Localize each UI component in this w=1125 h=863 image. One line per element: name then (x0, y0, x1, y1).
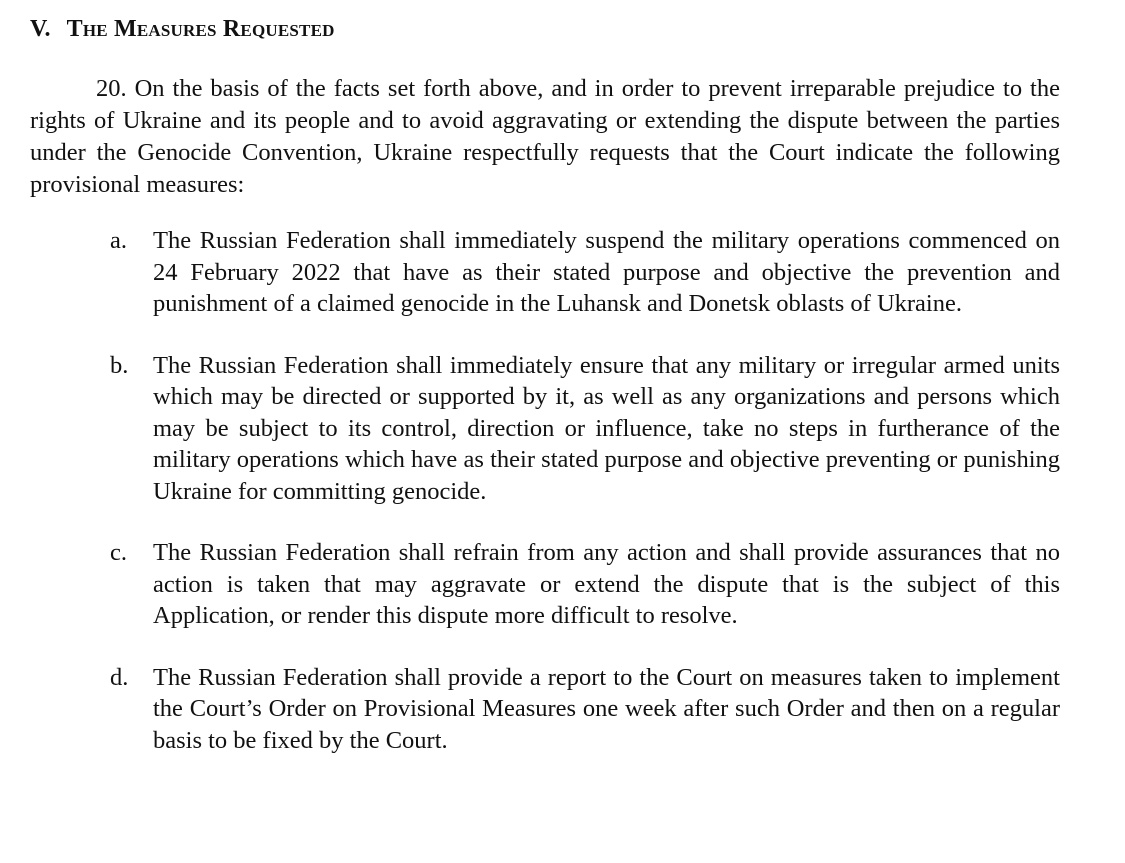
measure-letter: b. (110, 351, 129, 379)
measure-item-b (110, 350, 1060, 508)
measure-item-c (110, 537, 1060, 632)
section-number: V. (30, 16, 51, 42)
measure-letter: a. (110, 227, 127, 254)
measure-letter: d. (110, 663, 129, 691)
section-title: The Measures Requested (66, 16, 335, 42)
measure-text: The Russian Federation shall immediately suspend the military operations commenced on 24 February 2022 that have as their stated purpose and objective the prevention and punishment of a claimed genocide in the Luhansk and Donetsk oblasts of Ukraine. (153, 227, 1060, 317)
measure-text: The Russian Federation shall provide a report to the Court on measures taken to implement the Court’s Order on Provisional Measures one week after such Order and then on a regular basis to be fixed by the Court. (153, 663, 1060, 754)
measures-list (110, 225, 1060, 756)
measure-text: The Russian Federation shall refrain from any action and shall provide assurances that no action is taken that may aggravate or extend the dispute that is the subject of this Application, or render this dispute more difficult to resolve. (153, 539, 1060, 629)
section-heading (30, 14, 335, 44)
measure-item-a (110, 225, 1060, 320)
measure-letter: c. (110, 539, 127, 566)
paragraph-20: 20. On the basis of the facts set forth above, and in order to prevent irreparable prejudice to the rights of Ukraine and its people and to avoid aggravating or extending the dispute between the parties under the Genocide Convention, Ukraine respectfully requests that the Court indicate the following provisional measures: (30, 75, 1060, 198)
measure-text: The Russian Federation shall immediately ensure that any military or irregular armed units which may be directed or supported by it, as well as any organizations and persons which may be subject to its control, direction or influence, take no steps in furtherance of the military operations which have as their stated purpose and objective preventing or punishing Ukraine for committing genocide. (153, 351, 1060, 505)
measure-item-d (110, 662, 1060, 757)
